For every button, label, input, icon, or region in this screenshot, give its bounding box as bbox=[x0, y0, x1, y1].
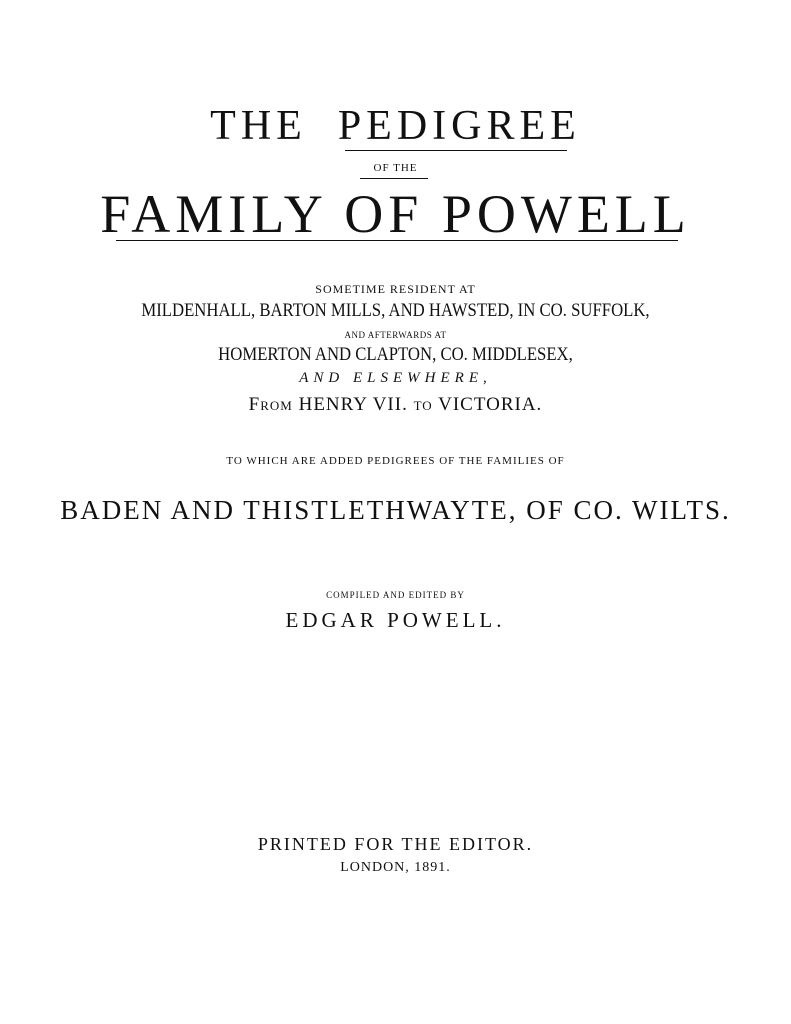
resident-places-middlesex: HOMERTON AND CLAPTON, CO. MIDDLESEX, bbox=[218, 344, 573, 365]
printed-for-editor: PRINTED FOR THE EDITOR. bbox=[257, 834, 534, 854]
added-intro: TO WHICH ARE ADDED PEDIGREES OF THE FAMILIES OF bbox=[226, 455, 565, 467]
london-date: LONDON, 1891. bbox=[340, 860, 451, 875]
title-main-underline bbox=[116, 240, 678, 241]
title-of-the: OF THE bbox=[373, 162, 418, 174]
to-word: to bbox=[413, 394, 433, 415]
title-main: FAMILY OF POWELL bbox=[100, 184, 691, 244]
title-pedigree: PEDIGREE bbox=[337, 103, 581, 149]
from-word: From bbox=[248, 394, 293, 415]
of-the-underline bbox=[360, 178, 428, 179]
pedigree-underline bbox=[345, 150, 567, 151]
resident-intro: SOMETIME RESIDENT AT bbox=[315, 282, 476, 296]
editor-name: EDGAR POWELL. bbox=[285, 608, 506, 632]
henry-vii: HENRY VII. bbox=[298, 394, 408, 415]
victoria: VICTORIA. bbox=[438, 394, 543, 415]
title-the: THE bbox=[210, 103, 307, 149]
period-line bbox=[0, 394, 791, 416]
resident-places-suffolk: MILDENHALL, BARTON MILLS, AND HAWSTED, IN CO. SUFFOLK, bbox=[141, 300, 650, 321]
compiled-intro: COMPILED AND EDITED BY bbox=[326, 590, 465, 600]
title-line-1 bbox=[0, 102, 791, 150]
added-families: BADEN AND THISTLETHWAYTE, OF CO. WILTS. bbox=[60, 495, 731, 525]
and-elsewhere: AND ELSEWHERE, bbox=[299, 370, 492, 386]
afterwards-intro: AND AFTERWARDS AT bbox=[344, 330, 447, 340]
